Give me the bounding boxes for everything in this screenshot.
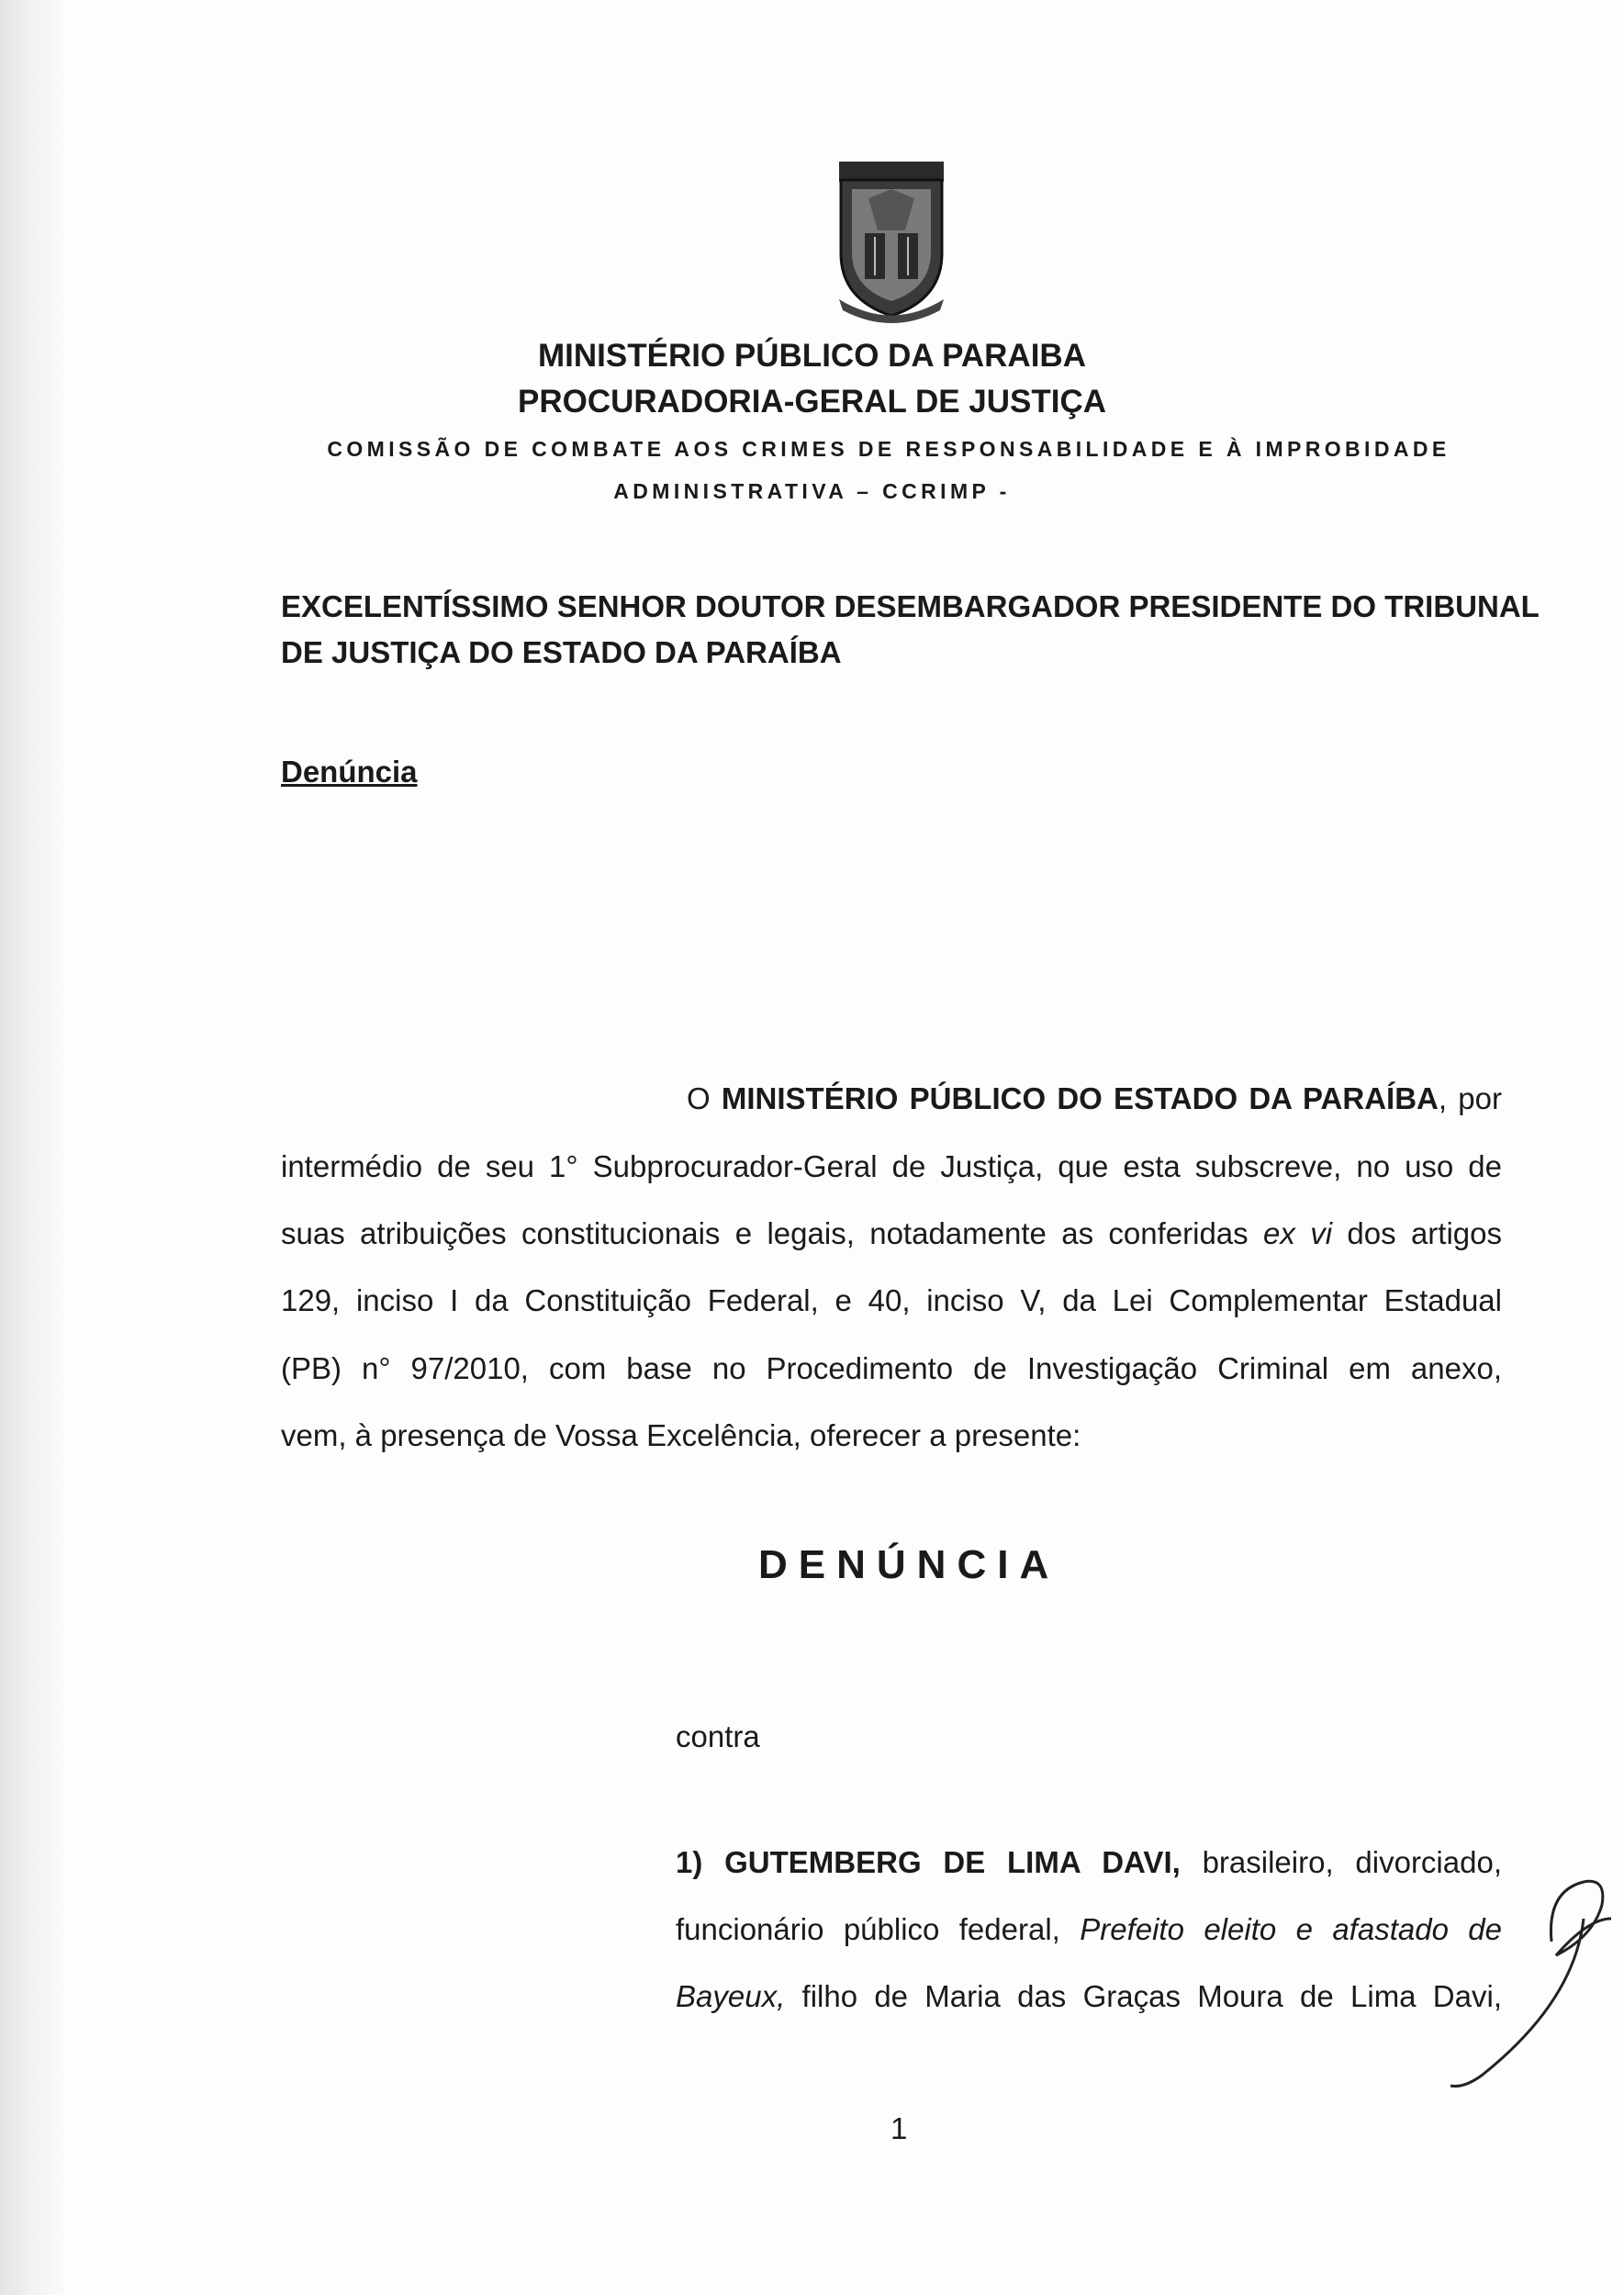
header-commission-cont: ADMINISTRATIVA – CCRIMP - [613, 479, 1011, 503]
defendant-line-1 [676, 1847, 1502, 1877]
subject-heading: Denúncia [281, 755, 418, 789]
signature-mark [1446, 1854, 1620, 2130]
contra-label: contra [676, 1719, 760, 1753]
intro-l3-italic: ex vi [1263, 1216, 1333, 1250]
coat-of-arms-icon [832, 162, 951, 327]
intro-organ: MINISTÉRIO PÚBLICO DO ESTADO DA PARAÍBA [721, 1081, 1439, 1115]
intro-line-4: 129, inciso I da Constituição Federal, e 40, inciso V, da Lei Complementar Estadual [281, 1283, 1502, 1317]
header-commission: COMISSÃO DE COMBATE AOS CRIMES DE RESPONSABILIDADE E À IMPROBIDADE [327, 437, 1450, 461]
addressee-line-2: DE JUSTIÇA DO ESTADO DA PARAÍBA [281, 635, 842, 669]
header-procuradoria: PROCURADORIA-GERAL DE JUSTIÇA [517, 384, 1107, 420]
intro-suffix: , por [1438, 1081, 1502, 1115]
intro-l3-b: dos artigos [1332, 1216, 1502, 1250]
defendant-line-3 [676, 1981, 1502, 2011]
intro-line-5: (PB) n° 97/2010, com base no Procedimento de Investigação Criminal em anexo, [281, 1351, 1502, 1385]
document-title: DENÚNCIA [758, 1542, 1060, 1587]
defendant-name: GUTEMBERG DE LIMA DAVI, [724, 1845, 1181, 1879]
addressee-line-1: EXCELENTÍSSIMO SENHOR DOUTOR DESEMBARGADOR PRESIDENTE DO TRIBUNAL [281, 589, 1540, 623]
intro-l3-a: suas atribuições constitucionais e legais, notadamente as conferidas [281, 1216, 1264, 1250]
defendant-l1-rest: brasileiro, divorciado, [1180, 1845, 1502, 1879]
defendant-l3-rest: filho de Maria das Graças Moura de Lima Davi, [785, 1979, 1502, 2013]
defendant-l2-a: funcionário público federal, [676, 1912, 1081, 1946]
header-ministry: MINISTÉRIO PÚBLICO DA PARAIBA [538, 338, 1086, 374]
defendant-l3-italic: Bayeux, [676, 1979, 786, 2013]
intro-prefix: O [687, 1081, 722, 1115]
intro-line-2: intermédio de seu 1° Subprocurador-Geral de Justiça, que esta subscreve, no uso de [281, 1149, 1502, 1183]
defendant-number: 1) [676, 1845, 725, 1879]
intro-line-1 [687, 1083, 1502, 1114]
defendant-line-2 [676, 1914, 1502, 1944]
intro-line-3 [281, 1218, 1502, 1248]
page-number: 1 [890, 2111, 908, 2145]
intro-line-6: vem, à presença de Vossa Excelência, oferecer a presente: [281, 1418, 1081, 1452]
defendant-l2-italic: Prefeito eleito e afastado de [1080, 1912, 1503, 1946]
